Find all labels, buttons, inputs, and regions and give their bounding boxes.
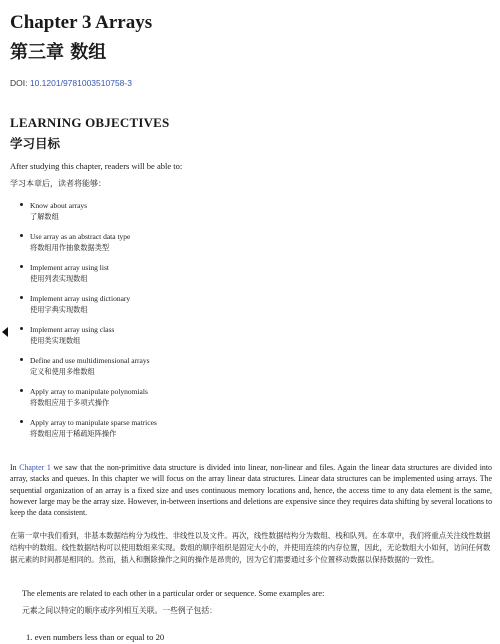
chapter-title-zh: 第三章 数组 [10, 42, 107, 63]
bullet-icon [20, 358, 23, 361]
chapter-title-en: Chapter 3 Arrays [10, 12, 153, 33]
objective-en: Apply array to manipulate polynomials [30, 387, 148, 396]
chapter-1-link[interactable]: Chapter 1 [19, 463, 51, 472]
objective-item [10, 293, 480, 324]
objective-item [10, 262, 480, 293]
collapse-arrow-icon[interactable] [2, 327, 8, 337]
objective-zh: 使用字典实现数组 [30, 305, 88, 314]
objective-en: Use array as an abstract data type [30, 232, 131, 241]
para-rest: we saw that the non-primitive data structure is divided into linear, non-linear and files. Again the linear data structures are divided into array, stacks and queues. In this chapter we will focus on the array linear data structures. Linear data structures can be implemented using arrays. The sequential organization of an array is a fixed size and uses continuous memory locations and, hence, the access time to any data element is the same, however large may be the array size. However, in-between insertions and deletions are expensive since they requires data shifting by several locations to keep the data consistent. [10, 463, 493, 518]
example-list-item: 1. even numbers less than or equal to 20 [26, 632, 165, 642]
body-paragraph-zh: 在第一章中我们看到，非基本数据结构分为线性、非线性以及文件。再次，线性数据结构分为数组、栈和队列。在本章中，我们将重点关注线性数据结构中的数组。线性数据结构可以使用数组来实现。数组的顺序组织是固定大小的，并使用连续的内存位置，因此，无论数组大小如何，访问任何数据元素的时间都是相同的。然而，插入和删除操作之间的操作是昂贵的，因为它们需要通过多个位置移动数据以保持数据的一致性。 [10, 531, 491, 564]
objective-en: Implement array using list [30, 263, 109, 272]
objective-item [10, 324, 480, 355]
objective-en: Define and use multidimensional arrays [30, 356, 150, 365]
objective-zh: 了解数组 [30, 212, 59, 221]
bullet-icon [20, 296, 23, 299]
objective-item [10, 386, 480, 417]
bullet-icon [20, 327, 23, 330]
objective-zh: 将数组应用于多项式操作 [30, 398, 110, 407]
bullet-icon [20, 265, 23, 268]
objectives-list [10, 200, 480, 448]
objective-zh: 使用列表实现数组 [30, 274, 88, 283]
objective-item [10, 231, 480, 262]
objective-zh: 将数组用作抽象数据类型 [30, 243, 110, 252]
examples-intro-en: The elements are related to each other in a particular order or sequence. Some examples are: [22, 589, 325, 598]
objectives-heading-zh: 学习目标 [10, 136, 61, 151]
objective-en: Implement array using class [30, 325, 115, 334]
objective-en: Apply array to manipulate sparse matrices [30, 418, 157, 427]
objective-zh: 定义和使用多维数组 [30, 367, 95, 376]
objective-zh: 使用类实现数组 [30, 336, 81, 345]
objectives-heading-en: LEARNING OBJECTIVES [10, 115, 170, 130]
bullet-icon [20, 389, 23, 392]
doi-line [10, 78, 132, 88]
doi-link[interactable]: 10.1201/9781003510758-3 [29, 78, 132, 88]
objective-en: Know about arrays [30, 201, 88, 210]
objective-en: Implement array using dictionary [30, 294, 131, 303]
bullet-icon [20, 234, 23, 237]
doi-label: DOI: [10, 78, 28, 88]
bullet-icon [20, 420, 23, 423]
objectives-intro-en: After studying this chapter, readers will be able to: [10, 161, 183, 171]
bullet-icon [20, 203, 23, 206]
objective-item [10, 417, 480, 448]
body-paragraph-en [10, 462, 492, 518]
examples-intro-zh: 元素之间以特定的顺序或序列相互关联。一些例子包括： [22, 606, 217, 615]
para-prefix: In [10, 463, 20, 472]
objectives-intro-zh: 学习本章后，读者将能够： [10, 179, 106, 188]
objective-item [10, 355, 480, 386]
objective-item [10, 200, 480, 231]
objective-zh: 将数组应用于稀疏矩阵操作 [30, 429, 117, 438]
